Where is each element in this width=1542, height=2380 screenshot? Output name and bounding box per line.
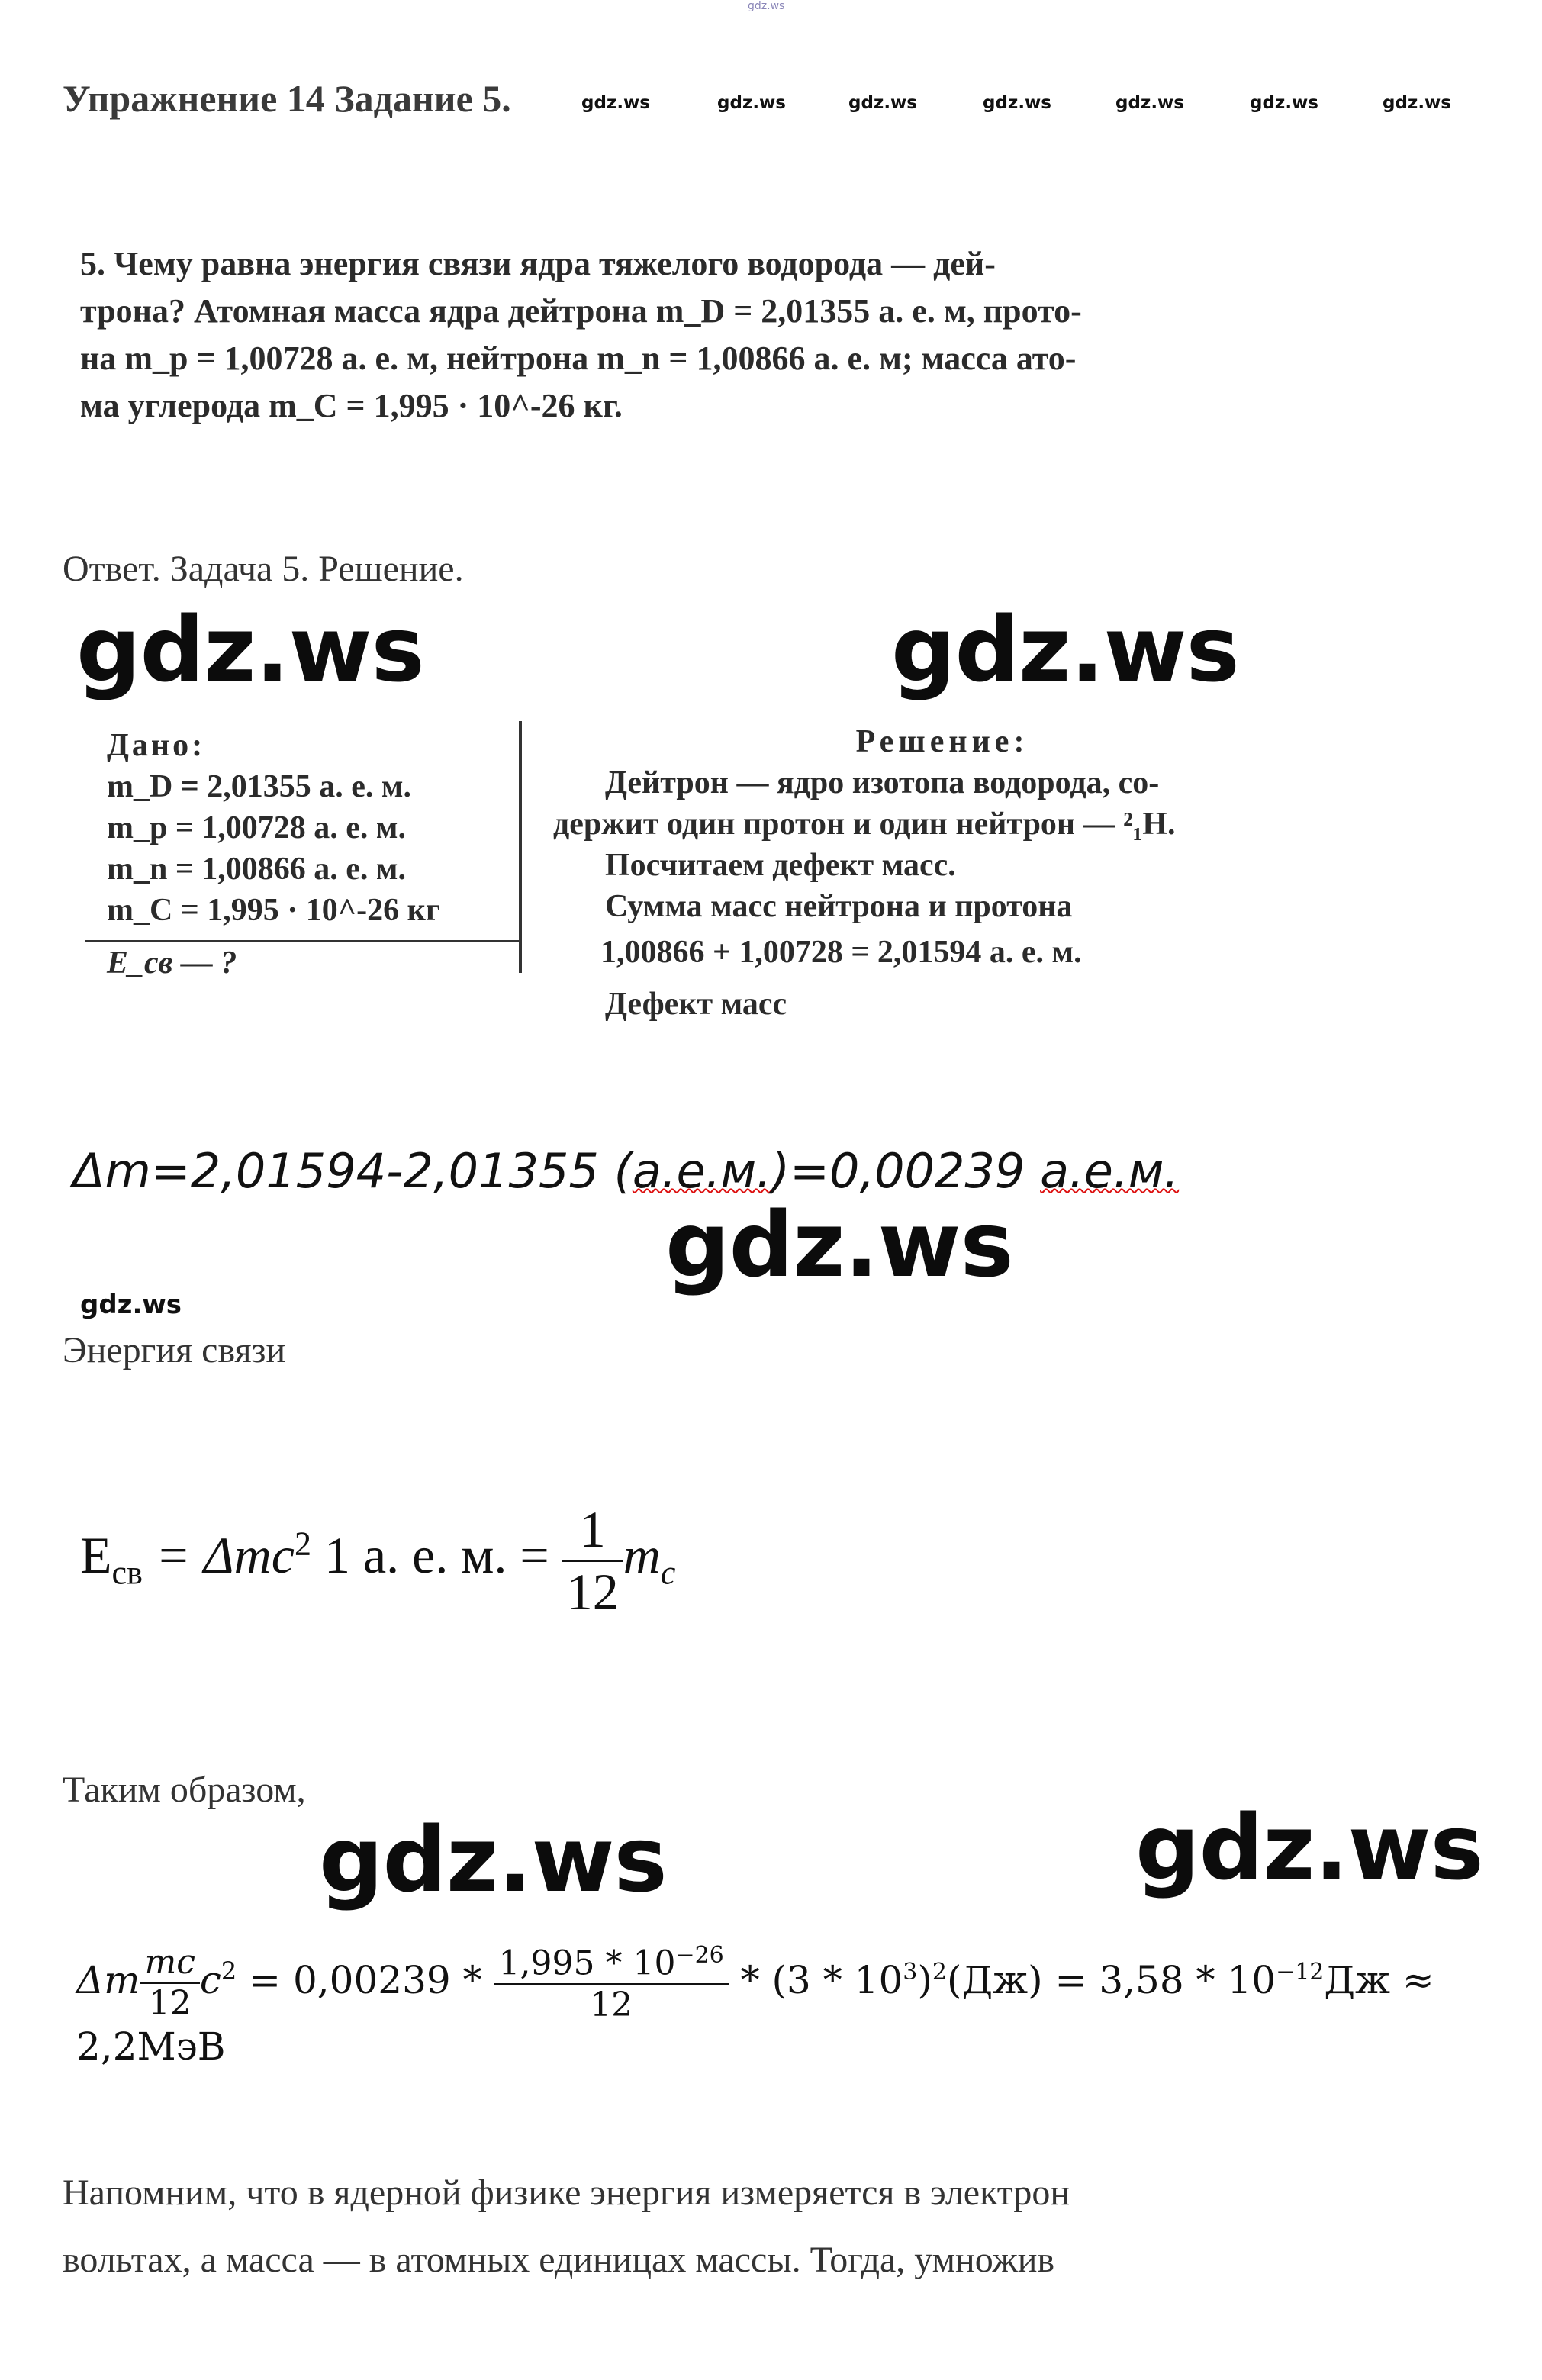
final-line: Напомним, что в ядерной физике энергия измеряется в электрон (63, 2172, 1070, 2213)
solution-line: Посчитаем дефект масс. (605, 848, 956, 883)
mass-defect-formula (72, 1143, 1179, 1199)
f1-den: 12 (566, 1563, 619, 1621)
f1-aem: 1 а. е. м. = (311, 1526, 562, 1585)
small-watermark: gdz.ws (1115, 93, 1184, 113)
binding-energy-formula (80, 1499, 675, 1622)
energy-label: Энергия связи (63, 1330, 286, 1370)
f2-tail: * (3 * 10 (728, 1957, 903, 2002)
f2-tail-pow: −12 (1276, 1959, 1325, 1986)
given-heading: Дано: (107, 728, 206, 763)
f2-tail: Дж ≈ 2,2МэВ (76, 1957, 1434, 2069)
given-question: E_св — ? (107, 945, 237, 981)
page-title: Упражнение 14 Задание 5. (63, 77, 511, 120)
big-watermark: gdz.ws (1135, 1795, 1483, 1900)
given-divider-horizontal (85, 940, 520, 942)
f2-tail-pow: 2 (932, 1959, 947, 1986)
f1-lhs: E (80, 1526, 112, 1585)
solution-block (553, 721, 1331, 1025)
delta-unit: а.е.м. (1040, 1143, 1180, 1199)
final-paragraph (63, 2159, 1497, 2294)
f2-dm: Δm (76, 1957, 140, 2002)
f2-eq1: = 0,00239 * (237, 1957, 494, 2002)
energy-calculation-formula (76, 1942, 1542, 2069)
task-statement (80, 240, 1354, 430)
f2-frac2-num: 1,995 * 10 (498, 1944, 676, 1983)
task-line: трона? Атомная масса ядра дейтрона m_D = 2,01355 а. е. м, прото- (80, 292, 1082, 330)
f2-frac2-pow: −26 (675, 1942, 724, 1969)
big-watermark: gdz.ws (76, 597, 424, 702)
given-mn: m_n = 1,00866 а. е. м. (107, 852, 407, 887)
f2-frac1 (140, 1943, 200, 2023)
solution-heading: Решение: (855, 724, 1029, 759)
solution-line: Сумма масс нейтрона и протона (605, 889, 1073, 924)
small-watermark: gdz.ws (1250, 93, 1318, 113)
delta-unit: а.е.м. (632, 1143, 771, 1199)
given-mc: m_C = 1,995 · 10^-26 кг (107, 893, 440, 928)
given-divider-vertical (519, 721, 522, 973)
f1-rhs: m (623, 1526, 661, 1585)
solution-line: Дефект масс (605, 987, 787, 1022)
f2-tail-pow: 3 (903, 1959, 918, 1986)
small-watermark: gdz.ws (983, 93, 1051, 113)
thus-label: Таким образом, (63, 1770, 306, 1810)
f1-lhs-sub: св (111, 1554, 143, 1592)
task-line: ма углерода m_C = 1,995 · 10^-26 кг. (80, 387, 623, 424)
delta-part: Δm=2,01594-2,01355 ( (72, 1143, 633, 1199)
top-watermark: gdz.ws (748, 0, 785, 12)
f2-frac1-den: 12 (148, 1984, 192, 2024)
given-mp: m_p = 1,00728 а. е. м. (107, 810, 407, 845)
solution-line: держит один протон и один нейтрон — ²₁H. (553, 807, 1176, 842)
f1-pow: 2 (294, 1525, 311, 1563)
f2-tail: ) (917, 1957, 932, 2002)
answer-heading: Ответ. Задача 5. Решение. (63, 549, 464, 589)
solution-line: 1,00866 + 1,00728 = 2,01594 а. е. м. (600, 935, 1082, 970)
f2-c-pow: 2 (221, 1956, 237, 1986)
f1-fraction (562, 1499, 623, 1622)
task-line: на m_p = 1,00728 а. е. м, нейтрона m_n = 1,00866 а. е. м; масса ато- (80, 340, 1077, 377)
big-watermark: gdz.ws (665, 1192, 1013, 1297)
small-watermark: gdz.ws (848, 93, 917, 113)
solution-line: Дейтрон — ядро изотопа водорода, со- (605, 765, 1160, 800)
small-watermark: gdz.ws (581, 93, 650, 113)
given-md: m_D = 2,01355 а. е. м. (107, 769, 411, 804)
f2-c: c (199, 1957, 221, 2002)
f2-frac1-num: mc (140, 1943, 200, 1984)
big-watermark: gdz.ws (891, 597, 1239, 702)
small-watermark: gdz.ws (717, 93, 786, 113)
small-watermark: gdz.ws (80, 1290, 182, 1320)
small-watermark: gdz.ws (1383, 93, 1451, 113)
f1-num: 1 (562, 1499, 623, 1562)
final-line: вольтах, а масса — в атомных единицах массы. Тогда, умножив (63, 2240, 1055, 2280)
f2-frac2 (494, 1942, 729, 2024)
big-watermark: gdz.ws (319, 1807, 667, 1912)
f1-mid: = Δmc (142, 1526, 295, 1585)
given-block (107, 725, 519, 931)
f1-rhs-sub: c (660, 1554, 676, 1592)
delta-part: )=0,00239 (771, 1143, 1041, 1199)
task-line: 5. Чему равна энергия связи ядра тяжелого водорода — дей- (80, 245, 996, 282)
f2-tail: (Дж) = 3,58 * 10 (946, 1957, 1276, 2002)
f2-frac2-den: 12 (590, 1985, 633, 2024)
